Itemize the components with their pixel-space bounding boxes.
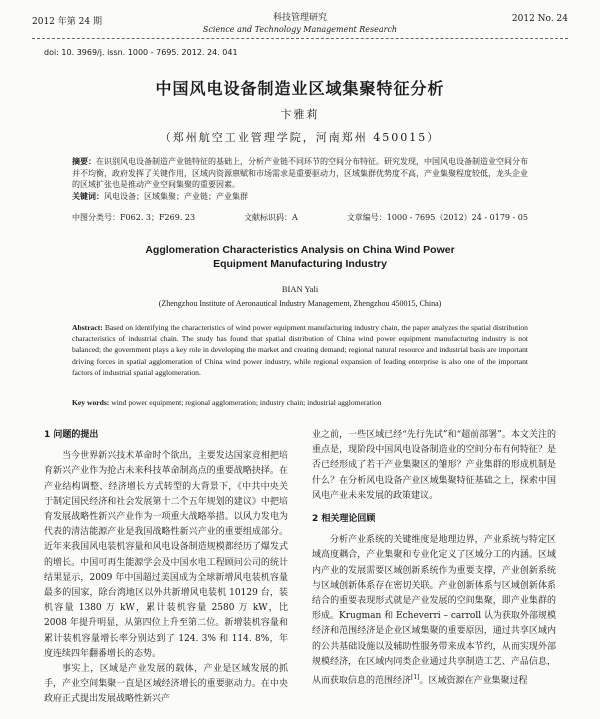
body-paragraph-main: 分析产业系统的关键维度是地理边界，产业系统与特定区域高度耦合，产业集聚和专业化定义了区域分工的内涵。区域内产业的发展需要区域创新系统作为重要支撑，产业创新系统与区域创新体系存在密切关联。产业创新体系与区域创新体系结合的重要表现形式就是产业发展的空间集聚，即产业集群的形成。Krugman 和 Echeverri – carroll 认为获取外部规模经济和范围经济是企业区域集聚的重要原因，通过共享区域内的公共基础设施以及辅助性服务带来成本节约，从而实现外部规模经济，在区域内同类企业通过共享制造工艺、产品信息，从而获取信息的范围经济 [312,535,556,687]
body-paragraph: 分析产业系统的关键维度是地理边界，产业系统与特定区域高度耦合，产业集聚和专业化定义了区域分工的内涵。区域内产业的发展需要区域创新系统作为重要支撑，产业创新系统与区域创新体系存在密切关联。产业创新体系与区域创新体系结合的重要表现形式就是产业发展的空间集聚，即产业集群的形成。Krugman 和 Echeverri – carroll 认为获取外部规模经济和范围经济是企业区域集聚的重要原因，通过共享区域内的公共基础设施以及辅助性服务带来成本节约，从而实现外部规模经济，在区域内同类企业通过共享制造工艺、产品信息，从而获取信息的范围经济[1]。区域资源在产业集聚过程 [312,535,556,687]
paper-title: 中国风电设备制造业区域集聚特征分析 [155,79,445,98]
keywords-cn-label: 关键词： [72,191,104,201]
running-header [32,14,568,44]
abstract-en-text: Based on identifying the characteristics of wind power equipment manufacturing industry chain, the paper analyzes the spatial distribution characteristics of industrial chain. The study has found that spatial distribution of China wind power equipment manufacturing industry is not balanced; the government plays a key role in developing the market and creating demand; regional natural resource and industrial basis are important driving forces in spatial agglomeration of China wind power industry, while regional expansion of leading enterprise is also one of the important factors of industrial spatial agglomeration. [72,323,528,377]
keywords-cn: 风电设备；区域集聚；产业链；产业集群 [104,191,248,201]
header-divider [32,38,568,39]
issue-label: 2012 年第 24 期 [32,17,102,27]
body-column-right [312,428,556,689]
english-affiliation: (Zhengzhou Institute of Aeronautical Industry Management, Zhengzhou 450015, China) [158,299,442,308]
keywords-en-text: wind power equipment; regional agglomeration; industry chain; industrial agglomeration [111,398,382,407]
doi: doi: 10. 3969/j. issn. 1000 - 7695. 2012. 24. 041 [44,48,238,57]
body-paragraph: 当今世界新兴技术革命时个欲出，主要发达国家竞相把培育新兴产业作为抢占未来科技革命制高点的重要战略抉择。在产业结构调整、经济增长方式转型的大背景下，《中共中央关于制定国民经济和社会发展第十二个五年规划的建议》中把培育发展战略性新兴产业作为一项重大战略举措。以风力发电为代表的清洁能源产业是我国战略性新兴产业的重要组成部分。近年来我国风电装机容量和风电设备制造规模都经历了爆发式的增长。中国可再生能源学会及中国水电工程顾问公司的统计结果显示，2009 年中国超过美国成为全球新增风电装机容量最多的国家，除台湾地区以外共新增风电装机 10129 台，装机容量 1380 万 kW，累计装机容量 2580 万 kW，比 2008 年提升明显，从第四位上升至第二位。新增装机容量和累计装机容量增长率分别达到了 124. 3% 和 114. 8%，年度连续四年翻番增长的态势。 [44,451,288,659]
document-code: 文献标识码：A [244,213,298,222]
abstract-cn-text: 在识别风电设备制造产业链特征的基础上，分析产业链不同环节的空间分布特征。研究发现，中国风电设备制造业空间分布并不均衡，政府发挥了关键作用，区域内资源禀赋和市场需求是重要驱动力，区域集群优势度不高，产业集聚程度较低，龙头企业的区域扩张也是推动产业空间集聚的重要因素。 [72,157,528,189]
keywords-en [72,398,528,407]
clc-number: 中图分类号：F062. 3；F269. 23 [72,213,196,222]
body-paragraph: 业之前，一些区域已经“先行先试”和“超前部署”。本文关注的重点是，现阶段中国风电设备制造业的空间分布有何特征？是否已经形成了若干产业集聚区的雏形？产业集群的形成机制是什么？在分析风电设备产业区域集聚特征基础之上，探索中国风电产业未来发展的政策建议。 [312,430,556,501]
abstract-en [72,322,528,378]
english-title-line2: Equipment Manufacturing Industry [213,258,387,270]
english-title-line1: Agglomeration Characteristics Analysis on China Wind Power [145,244,455,256]
abstract-cn-label: 摘要： [72,157,96,166]
section-heading-2: 2 相关理论回顾 [312,514,376,525]
classification-meta [72,212,528,223]
english-title [0,243,600,271]
journal-name [32,13,568,35]
english-author: BIAN Yali [281,284,319,294]
journal-name-en: Science and Technology Management Research [202,25,398,34]
keywords-en-label: Key words: [72,398,110,407]
abstract-cn [72,156,528,202]
body-paragraph: 事实上，区域是产业发展的载体，产业是区域发展的抓手，产业空间集聚一直是区域经济增长的重要驱动力。在中央政府正式提出发展战略性新兴产 [44,664,288,705]
body-paragraph-tail: 。区域资源在产业集聚过程 [419,676,528,687]
journal-name-cn: 科技管理研究 [272,13,327,23]
author-name: 卞雅莉 [280,108,320,121]
article-number: 文章编号：1000 - 7695（2012）24 - 0179 - 05 [346,213,528,222]
abstract-en-label: Abstract: [72,323,103,332]
issue-label-en: 2012 No. 24 [511,14,568,24]
affiliation: （郑州航空工业管理学院，河南郑州 450015） [159,131,441,144]
body-column-left [44,428,288,708]
section-heading-1: 1 问题的提出 [44,430,99,440]
